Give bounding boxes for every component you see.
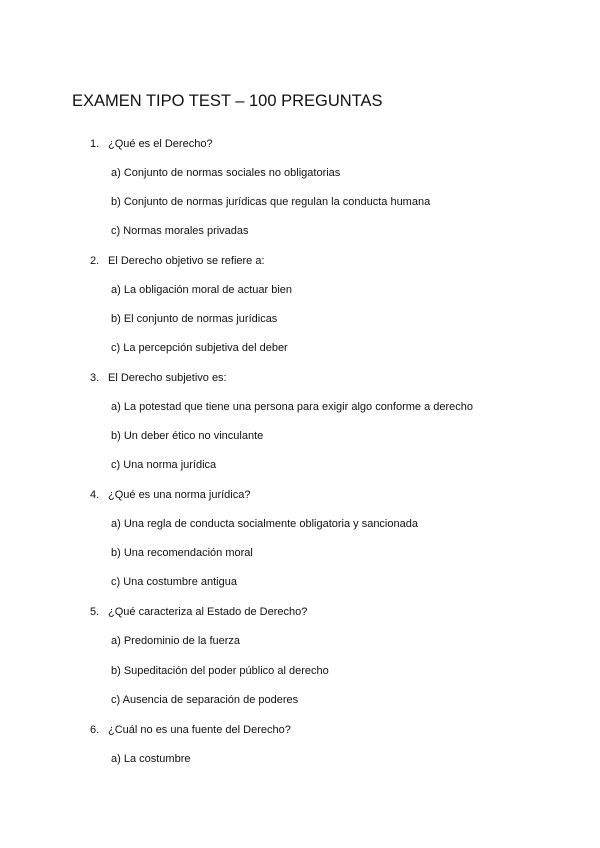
question-number: 4. xyxy=(90,489,100,501)
answer-option: c) Ausencia de separación de poderes xyxy=(111,694,299,706)
answer-option: a) Conjunto de normas sociales no obligatorias xyxy=(111,167,341,179)
page-title: EXAMEN TIPO TEST – 100 PREGUNTAS xyxy=(72,92,383,110)
answer-option: b) Supeditación del poder público al derecho xyxy=(111,665,329,677)
answer-option: a) La potestad que tiene una persona para exigir algo conforme a derecho xyxy=(111,401,474,413)
question-text: El Derecho objetivo se refiere a: xyxy=(108,255,265,267)
answer-option: a) Predominio de la fuerza xyxy=(111,635,241,647)
answer-option: a) La costumbre xyxy=(111,753,191,765)
answer-option: c) Normas morales privadas xyxy=(111,225,249,237)
answer-option: c) Una norma jurídica xyxy=(111,459,217,471)
question-text: El Derecho subjetivo es: xyxy=(108,372,227,384)
question-number: 1. xyxy=(90,138,100,150)
question-number: 2. xyxy=(90,255,100,267)
question-text: ¿Qué es una norma jurídica? xyxy=(108,489,251,501)
answer-option: b) Un deber ético no vinculante xyxy=(111,430,264,442)
question-number: 3. xyxy=(90,372,100,384)
answer-option: a) Una regla de conducta socialmente obligatoria y sancionada xyxy=(111,518,418,530)
question-number: 6. xyxy=(90,724,100,736)
answer-option: b) Una recomendación moral xyxy=(111,547,253,559)
answer-option: b) El conjunto de normas jurídicas xyxy=(111,313,278,325)
answer-option: b) Conjunto de normas jurídicas que regulan la conducta humana xyxy=(111,196,431,208)
question-number: 5. xyxy=(90,606,100,618)
answer-option: c) Una costumbre antigua xyxy=(111,576,237,588)
answer-option: c) La percepción subjetiva del deber xyxy=(111,342,288,354)
question-text: ¿Cuál no es una fuente del Derecho? xyxy=(108,724,291,736)
answer-option: a) La obligación moral de actuar bien xyxy=(111,284,293,296)
question-text: ¿Qué es el Derecho? xyxy=(108,138,213,150)
question-text: ¿Qué caracteriza al Estado de Derecho? xyxy=(108,606,308,618)
